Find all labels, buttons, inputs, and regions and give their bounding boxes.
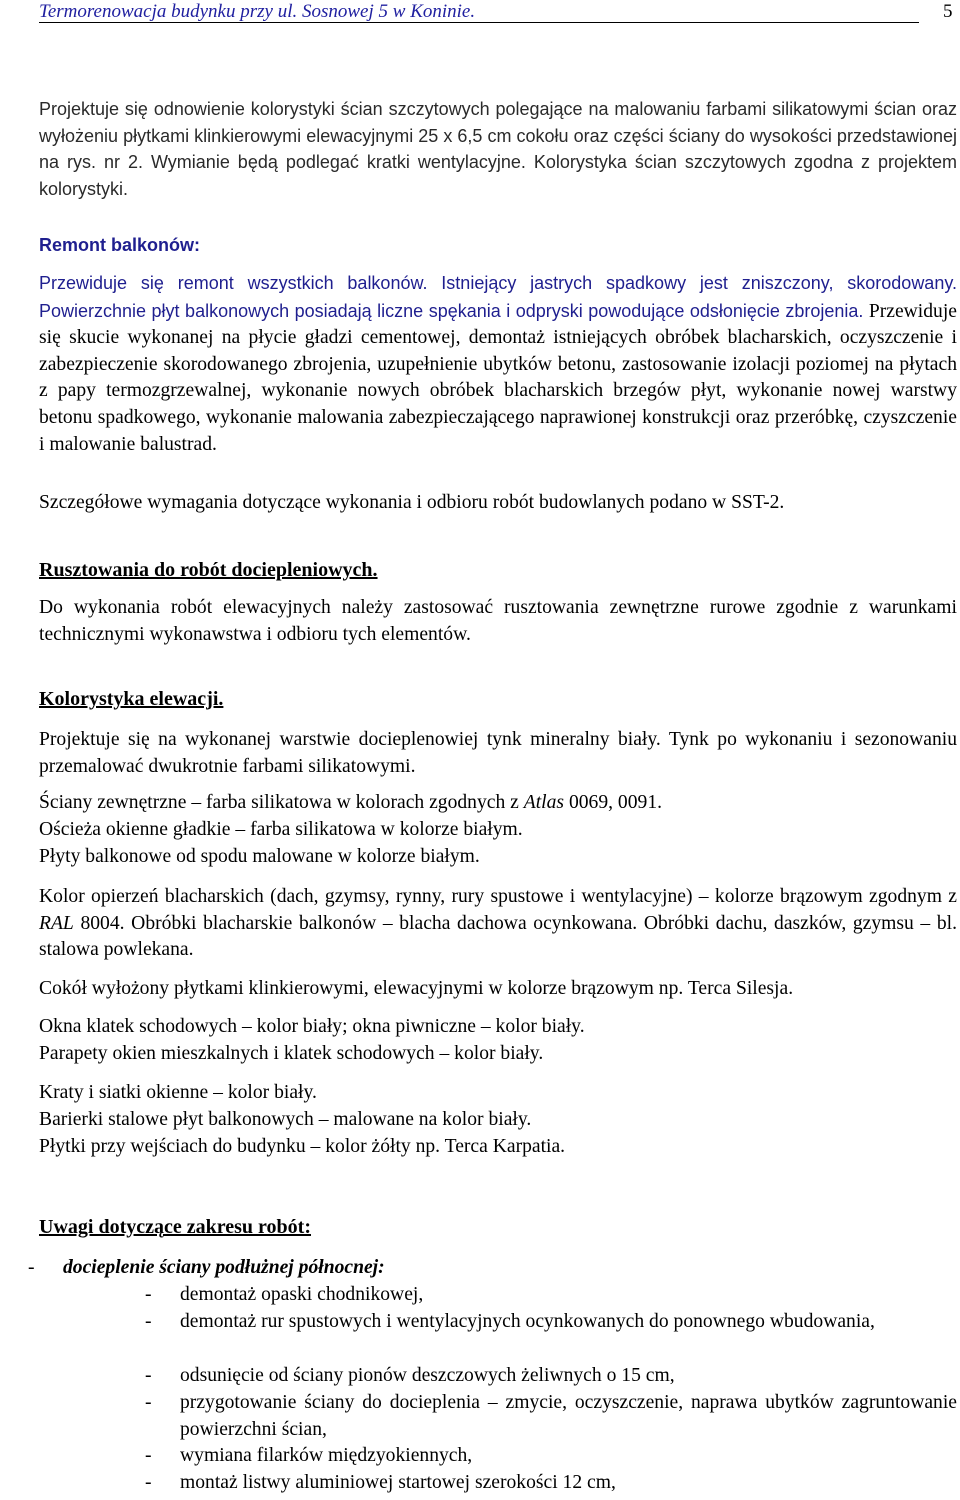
plaster-paragraph: Projektuje się na wykonanej warstwie docieplenowiej tynk mineralny biały. Tynk po wykonaniu i sezonowaniu przemalować dwukrotnie farbami silikatowymi. bbox=[39, 729, 957, 777]
page-header bbox=[39, 0, 953, 23]
section-title: docieplenie ściany podłużnej północnej: bbox=[63, 1257, 385, 1278]
section-dash: - bbox=[28, 1257, 35, 1278]
list-dash: - bbox=[145, 1284, 152, 1305]
balcony-works-text: Przewiduje się skucie wykonanej na płycie gładzi cementowej, demontaż istniejących obróbek blacharskich, oczyszczenie i zabezpieczenie skorodowanego zbrojenia, uzupełnienie ubytków betonu, zastosowanie izolacji poziomej na płytach z papy termozgrzewalnej, wykonanie nowych obróbek blacharskich brzegów płyt, wykonanie nowej warstwy betonu spadkowego, wykonanie malowania zabezpieczającego naprawionej konstrukcji oraz przeróbkę, czyszczenie i malowanie balustrad. bbox=[39, 300, 957, 455]
page-number: 5 bbox=[943, 1, 953, 22]
windows-line-1: Okna klatek schodowych – kolor biały; okna piwniczne – kolor biały. bbox=[39, 1016, 585, 1037]
list-item: przygotowanie ściany do docieplenia – zmycie, oczyszczenie, naprawa ubytków zagruntowanie powierzchni ścian, bbox=[180, 1392, 957, 1440]
list-item: demontaż opaski chodnikowej, bbox=[180, 1284, 424, 1305]
tiles-line: Płytki przy wejściach do budynku – kolor żółty np. Terca Karpatia. bbox=[39, 1136, 566, 1157]
list-dash: - bbox=[145, 1311, 152, 1332]
windows-line-2: Parapety okien mieszkalnych i klatek schodowych – kolor biały. bbox=[39, 1043, 544, 1064]
grilles-line: Kraty i siatki okienne – kolor biały. bbox=[39, 1082, 317, 1103]
flashing-text-rest: 8004. Obróbki blacharskie balkonów – blacha dachowa ocynkowana. Obróbki dachu, daszków, gzymsu – bl. stalowa powlekana. bbox=[39, 912, 957, 961]
list-dash: - bbox=[145, 1472, 152, 1493]
list-dash: - bbox=[145, 1365, 152, 1386]
list-dash: - bbox=[145, 1392, 152, 1413]
remarks-heading: Uwagi dotyczące zakresu robót: bbox=[39, 1216, 311, 1238]
balcony-plates-line: Płyty balkonowe od spodu malowane w kolorze białym. bbox=[39, 846, 480, 867]
walls-color-codes: 0069, 0091. bbox=[564, 792, 663, 813]
walls-color-text: Ściany zewnętrzne – farba silikatowa w kolorach zgodnych z bbox=[39, 792, 524, 813]
balcony-heading: Remont balkonów: bbox=[39, 235, 200, 255]
balcony-condition-text: Przewiduje się remont wszystkich balkonów. Istniejący jastrych spadkowy jest zniszczony, skorodowany. Powierzchnie płyt balkonowych posiadają liczne spękania i odpryski powodujące odsłonięcie zbrojenia. bbox=[39, 273, 957, 321]
scaffolding-paragraph: Do wykonania robót elewacyjnych należy zastosować rusztowania zewnętrzne rurowe zgodnie z warunkami technicznymi wykonawstwa i odbioru tych elementów. bbox=[39, 597, 957, 645]
colors-heading: Kolorystyka elewacji. bbox=[39, 688, 224, 710]
header-title: Termorenowacja budynku przy ul. Sosnowej 5 w Koninie. bbox=[39, 1, 476, 22]
list-dash: - bbox=[145, 1445, 152, 1466]
reveals-line: Ościeża okienne gładkie – farba silikatowa w kolorze białym. bbox=[39, 819, 523, 840]
walls-brand: Atlas bbox=[523, 792, 565, 813]
list-item: demontaż rur spustowych i wentylacyjnych ocynkowanych do ponownego wbudowania, bbox=[180, 1311, 875, 1332]
list-item: wymiana filarków międzyokiennych, bbox=[180, 1445, 473, 1466]
list-item: montaż listwy aluminiowej startowej szerokości 12 cm, bbox=[180, 1472, 616, 1493]
list-item: odsunięcie od ściany pionów deszczowych żeliwnych o 15 cm, bbox=[180, 1365, 675, 1386]
walls-color-line bbox=[39, 790, 662, 817]
flashing-brand: RAL bbox=[39, 912, 74, 934]
plinth-line: Cokół wyłożony płytkami klinkierowymi, elewacyjnymi w kolorze brązowym np. Terca Silesja. bbox=[39, 978, 794, 999]
barriers-line: Barierki stalowe płyt balkonowych – malowane na kolor biały. bbox=[39, 1109, 532, 1130]
flashing-paragraph bbox=[39, 884, 957, 964]
scaffolding-heading: Rusztowania do robót dociepleniowych. bbox=[39, 559, 378, 581]
intro-paragraph: Projektuje się odnowienie kolorystyki ścian szczytowych polegające na malowaniu farbami silikatowymi ścian oraz wyłożeniu płytkami klinkierowymi elewacyjnymi 25 x 6,5 cm cokołu oraz części ściany do wysokości przedstawionej na rys. nr 2. Wymianie będą podlegać kratki wentylacyjne. Kolorystyka ścian szczytowych zgodna z projektem kolorystyki. bbox=[39, 99, 957, 199]
balcony-paragraph bbox=[39, 270, 957, 458]
flashing-text: Kolor opierzeń blacharskich (dach, gzymsy, rynny, rury spustowe i wentylacyjne) – kolorze brązowym zgodnym z bbox=[39, 886, 957, 907]
sst-reference: Szczegółowe wymagania dotyczące wykonania i odbioru robót budowlanych podano w SST-2. bbox=[39, 492, 785, 513]
